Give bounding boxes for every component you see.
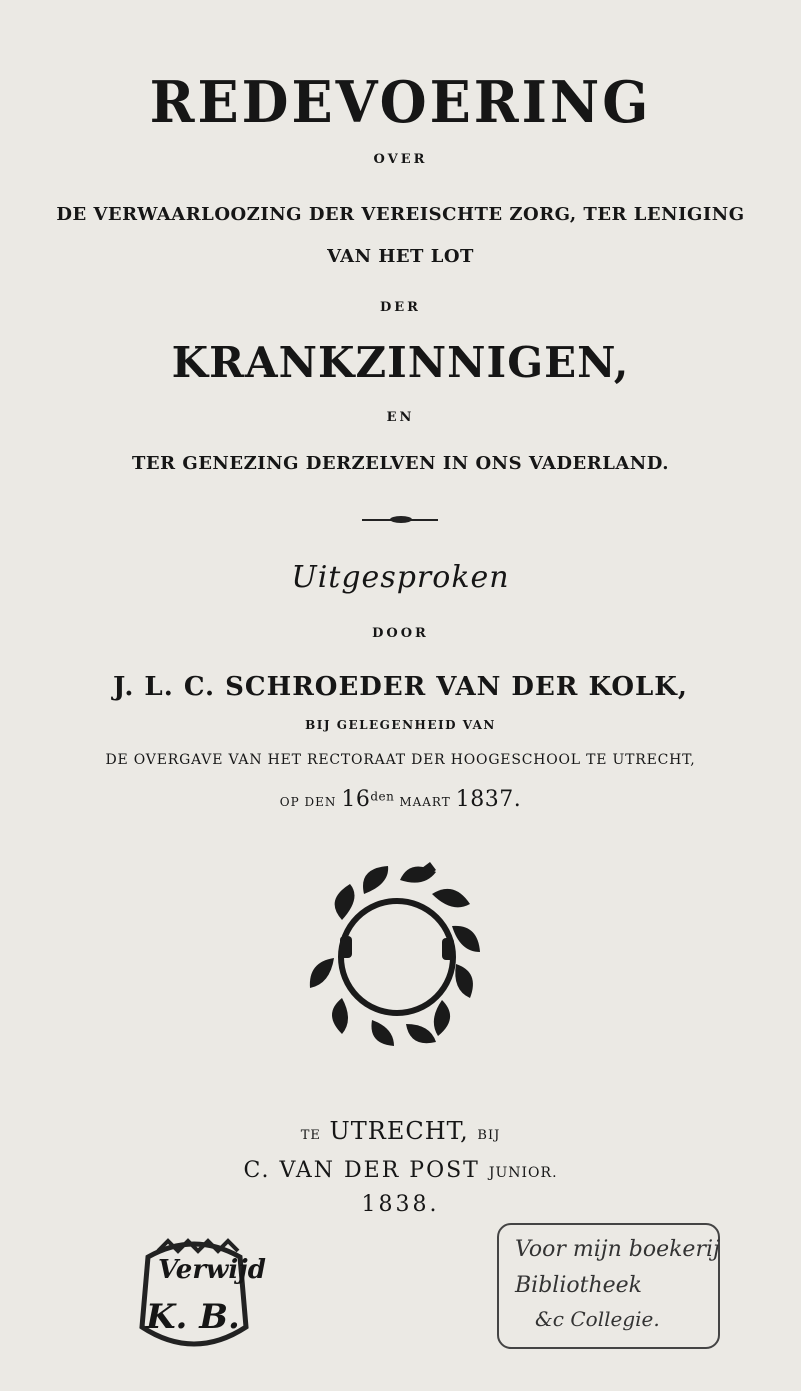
stamp-right-line-3: &c Collegie. bbox=[535, 1307, 660, 1331]
date-line bbox=[0, 787, 801, 812]
imprint-junior: JUNIOR. bbox=[488, 1165, 558, 1181]
occasion-intro: BIJ GELEGENHEID VAN bbox=[305, 718, 496, 732]
script-word: Uitgesproken bbox=[291, 560, 510, 595]
divider-ornament bbox=[390, 516, 412, 523]
stamp-right-line-2: Bibliotheek bbox=[515, 1273, 642, 1298]
subtitle-line-1: DE VERWAARLOOZING DER VEREISCHTE ZORG, TER LENIGING bbox=[56, 204, 745, 225]
date-day: 16 bbox=[341, 787, 371, 812]
occasion-text: DE OVERGAVE VAN HET RECTORAAT DER HOOGESCHOOL TE UTRECHT, bbox=[105, 752, 696, 768]
door-word: DOOR bbox=[372, 626, 429, 641]
imprint-bij: BIJ bbox=[477, 1128, 501, 1143]
secondary-title: KRANKZINNIGEN, bbox=[171, 338, 630, 387]
over-word: OVER bbox=[373, 152, 428, 167]
der-word: DER bbox=[380, 300, 421, 315]
subtitle-line-2: VAN HET LOT bbox=[327, 246, 474, 267]
date-month: MAART bbox=[399, 795, 451, 809]
printers-ornament-wreath-icon bbox=[302, 860, 492, 1050]
subtitle-line-3: TER GENEZING DERZELVEN IN ONS VADERLAND. bbox=[132, 453, 669, 474]
imprint-publisher: C. VAN DER POST bbox=[243, 1158, 480, 1183]
imprint-city: UTRECHT, bbox=[329, 1117, 469, 1145]
date-year: 1837. bbox=[455, 787, 522, 812]
imprint-city-line bbox=[0, 1117, 801, 1145]
stamp-left-line-1: Verwijd bbox=[158, 1255, 266, 1285]
main-title: REDEVOERING bbox=[149, 68, 652, 136]
imprint-year: 1838. bbox=[361, 1192, 440, 1217]
imprint-publisher-line bbox=[0, 1158, 801, 1183]
library-stamp-right bbox=[497, 1223, 720, 1349]
author-name: J. L. C. SCHROEDER VAN DER KOLK, bbox=[113, 672, 688, 702]
imprint-te: TE bbox=[300, 1128, 321, 1143]
stamp-right-line-1: Voor mijn boekerij bbox=[515, 1237, 720, 1262]
library-stamp-left bbox=[128, 1237, 266, 1353]
date-prefix: OP DEN bbox=[279, 795, 337, 809]
en-word: EN bbox=[386, 410, 415, 425]
stamp-left-line-2: K. B. bbox=[146, 1297, 240, 1337]
date-day-suffix: den bbox=[370, 789, 395, 804]
